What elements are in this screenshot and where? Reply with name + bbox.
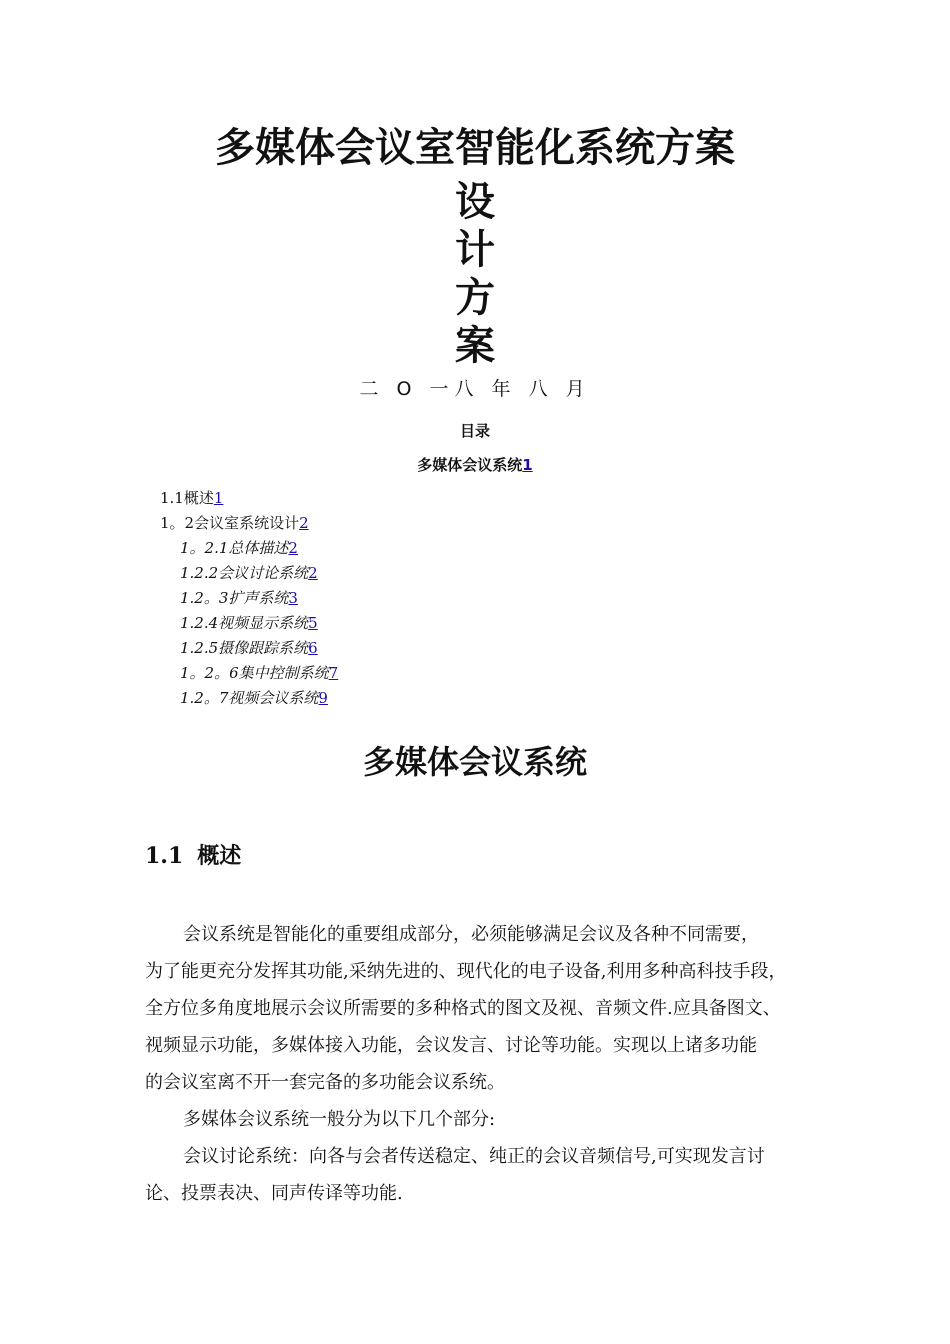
toc-entry[interactable] [0, 611, 950, 636]
toc-entry[interactable] [0, 661, 950, 686]
toc-entry[interactable] [0, 536, 950, 561]
toc-page-link[interactable]: 2 [308, 564, 318, 582]
paragraph [145, 1101, 815, 1138]
toc-entry[interactable] [0, 486, 950, 511]
toc-page-link[interactable]: 9 [318, 689, 328, 707]
toc-entry[interactable] [0, 586, 950, 611]
toc-entry-label: 1.2.4视频显示系统 [180, 614, 309, 632]
cover-title-char: 方 [455, 275, 495, 321]
toc-entry-label: 多媒体会议系统 [417, 456, 523, 474]
text-line: 视频显示功能，多媒体接入功能，会议发言、讨论等功能。实现以上诸多功能 [145, 1035, 757, 1056]
cover-title-char: 计 [455, 227, 495, 273]
section-heading: 多媒体会议系统 [362, 743, 587, 781]
toc-entry-label: 1.1概述 [160, 489, 214, 507]
toc-page-link[interactable]: 6 [308, 639, 318, 657]
subsection-number: 1.1 [145, 843, 184, 869]
cover-title-main: 多媒体会议室智能化系统方案 [215, 125, 735, 171]
toc-entry[interactable] [0, 561, 950, 586]
toc-page-link[interactable]: 7 [328, 664, 339, 682]
toc-page-link[interactable]: 1 [213, 489, 224, 507]
toc-entry[interactable] [0, 686, 950, 711]
toc-entry-label: 1。2会议室系统设计 [160, 514, 300, 532]
toc-entry[interactable] [0, 636, 950, 661]
toc-page-link[interactable]: 2 [288, 539, 298, 557]
text-line: 为了能更充分发挥其功能,采纳先进的、现代化的电子设备,利用多种高科技手段， [145, 961, 787, 982]
toc-page-link[interactable]: 3 [288, 589, 298, 607]
toc-entry-label: 1.2.2会议讨论系统 [180, 564, 309, 582]
text-line: 全方位多角度地展示会议所需要的多种格式的图文及视、音频文件.应具备图文、 [145, 998, 781, 1019]
text-line: 论、投票表决、同声传译等功能. [145, 1183, 403, 1204]
toc-entry-label: 1。2。6集中控制系统 [180, 664, 329, 682]
paragraph [145, 916, 815, 1101]
toc-page-link[interactable]: 2 [299, 514, 309, 532]
toc-entry-label: 1.2.5摄像跟踪系统 [180, 639, 309, 657]
toc-entry-label: 1。2.1总体描述 [180, 539, 289, 557]
subsection-heading [145, 838, 241, 875]
text-line: 会议系统是智能化的重要组成部分，必须能够满足会议及各种不同需要， [183, 924, 759, 945]
text-line: 多媒体会议系统一般分为以下几个部分: [183, 1109, 496, 1130]
subsection-title: 概述 [197, 844, 242, 869]
toc-entry-label: 1.2。3扩声系统 [180, 589, 289, 607]
paragraph [145, 1138, 815, 1212]
toc-page-link[interactable]: 1 [522, 456, 533, 474]
body-text [145, 916, 815, 1212]
cover-date: 二 O 一八 年 八 月 [359, 378, 591, 400]
toc-main-entry[interactable] [0, 454, 950, 475]
cover-title-char: 案 [455, 323, 495, 369]
text-line: 的会议室离不开一套完备的多功能会议系统。 [145, 1072, 505, 1093]
toc-entry[interactable] [0, 511, 950, 536]
cover-title [0, 118, 950, 370]
cover-title-char: 设 [455, 179, 495, 225]
text-line: 会议讨论系统：向各与会者传送稳定、纯正的会议音频信号,可实现发言讨 [183, 1146, 765, 1167]
toc-list [0, 486, 950, 711]
toc-heading: 目录 [459, 422, 490, 440]
toc-entry-label: 1.2。7视频会议系统 [180, 689, 319, 707]
toc-page-link[interactable]: 5 [308, 614, 318, 632]
